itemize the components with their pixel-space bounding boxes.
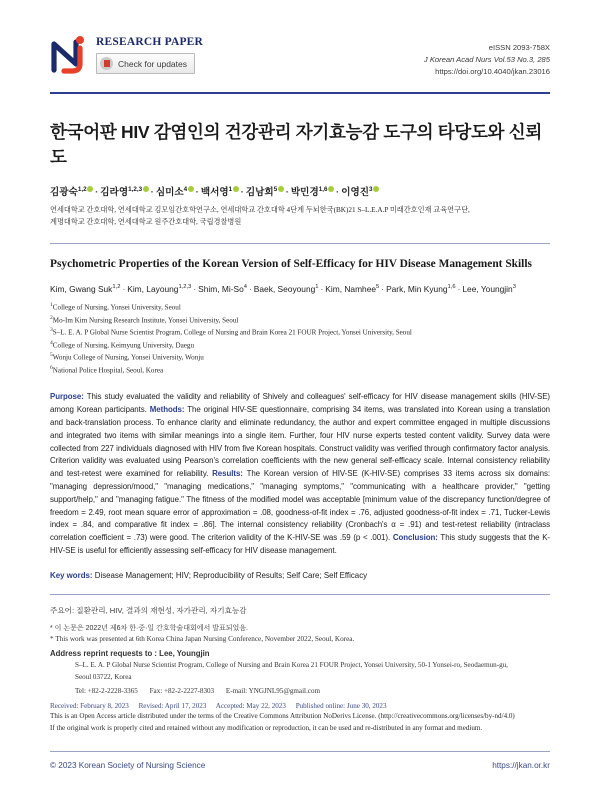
- check-for-updates-button[interactable]: [96, 53, 195, 74]
- accepted-date: Accepted: May 22, 2023: [215, 702, 286, 711]
- orcid-icon: [188, 186, 194, 192]
- abstract-footer-divider: [50, 594, 550, 595]
- published-date: Published online: June 30, 2023: [295, 702, 387, 711]
- korean-keywords: 주요어: 질환관리, HIV, 결과의 재현성, 자가관리, 자기효능감: [50, 605, 247, 615]
- english-affiliation-item: $^4$College of Nursing, Keimyung University, Daegu: [50, 339, 194, 350]
- revised-date: Revised: April 17, 2023: [138, 702, 207, 711]
- orcid-icon: [233, 186, 239, 192]
- abstract-results-label: Results:: [212, 469, 243, 479]
- abstract-methods-text: The original HIV-SE questionnaire, comprising 34 items, was translated into Korean using a translation and back-translation process. To enhance clarity and eliminate redundancy, the author and expert committee engaged in multiple discussions and integrated two items with similar meanings into a single item. Further, four HIV nurse experts tested content validity. Survey data were collected from 227 individuals diagnosed with HIV from five Korean hospitals. Construct validity was verified through confirmatory factor analysis. Criterion validity was evaluated using Pearson's correlation coefficients with the new general self-efficacy scale. Internal consistency reliability and test-retest were examined for reliability.: [50, 405, 550, 479]
- english-affiliation-item: $^5$Wonju College of Nursing, Yonsei University, Wonju: [50, 352, 204, 362]
- korean-author: 김광숙$^{1,2}$: [50, 187, 93, 198]
- reprint-address-line: S–L. E. A. P Global Nurse Scientist Program, College of Nursing and Brain Korea 21 FOUR Project, Yonsei University, 50-1 Yonsei-ro, Seodaemun-gu,: [75, 661, 508, 670]
- korean-affiliation-line: 계명대학교 간호대학, 연세대학교 원주간호대학, 국립경찰병원: [50, 217, 242, 226]
- eissn-text: eISSN 2093-758X: [488, 43, 550, 52]
- korean-affiliations: [50, 205, 550, 229]
- english-author: Kim, Layoung$^{1,2,3}$: [127, 284, 192, 295]
- received-date: Received: February 8, 2023: [50, 702, 129, 711]
- license-line: If the original work is properly cited and retained without any modification or reproduction, it can be used and re-distributed in any format and medium.: [50, 723, 483, 732]
- abstract-body: [50, 391, 550, 557]
- korean-author: 이영진$^3$: [341, 187, 379, 198]
- english-affiliation-item: $^6$National Police Hospital, Seoul, Korea: [50, 364, 164, 375]
- orcid-icon: [278, 186, 284, 192]
- jkan-logo-icon: [50, 34, 90, 76]
- masthead: [50, 0, 550, 86]
- abstract-conclusion-label: Conclusion:: [392, 533, 438, 543]
- reprint-request-heading: Address reprint requests to : Lee, Youngjin: [50, 649, 210, 659]
- english-author: Kim, Namhee$^5$: [325, 284, 380, 295]
- orcid-icon: [87, 186, 93, 192]
- brand-text-block: [96, 34, 203, 74]
- copyright-text: © 2023 Korean Society of Nursing Science: [50, 761, 206, 770]
- conference-note-english: * This work was presented at 6th Korea China Japan Nursing Conference, November 2022, Seoul, Korea.: [50, 634, 355, 643]
- email-text[interactable]: E-mail: YNGJNL95@gmail.com: [225, 687, 321, 696]
- colophon: [50, 761, 550, 770]
- orcid-icon: [328, 186, 334, 192]
- keywords-section: [50, 571, 550, 580]
- korean-author-list: 김광숙$^{1,2}$ · 김라영$^{1,2,3}$ · 심미소$^4$ · 백서영$^1$ · 김남희$^5$ · 박민경$^{1,6}$ · 이영진$^3$: [50, 184, 550, 198]
- abstract-results-text: The Korean version of HIV-SE (K-HIV-SE) comprises 33 items across six domains: "managing depression/mood," "managing medications," "managing symptoms," "communicating with a healthcare provider," "getting support/help," and "managing fatigue." The fitness of the modified model was acceptable [minimum value of the discrepancy function/degree of freedom = 2.49, root mean square error of approximation = .08, goodness-of-fit index = .76, adjusted goodness-of-fit index = .71, Tucker-Lewis index = .84, and comparative fit index = .86]. The internal consistency reliability (Cronbach's α = .91) and test-retest reliability (intraclass correlation coefficient = .73) were good. The criterion validity of the K-HIV-SE was .59 (p < .001).: [50, 469, 550, 543]
- title-section-divider: [50, 243, 550, 244]
- keywords-text: Disease Management; HIV; Reproducibility of Results; Self Care; Self Efficacy: [92, 570, 368, 580]
- orcid-icon: [143, 186, 149, 192]
- abstract-conclusion-text: This study suggests that the K-HIV-SE is useful for efficiently assessing self-efficacy for HIV disease management.: [50, 533, 551, 555]
- license-text: [50, 711, 550, 734]
- colophon-divider: [50, 751, 550, 752]
- korean-title: 한국어판 HIV 감염인의 건강관리 자기효능감 도구의 타당도와 신뢰도: [50, 122, 542, 167]
- reprint-address: [75, 660, 550, 683]
- conference-note-korean: * 이 논문은 2022년 제6차 한·중·일 간호학술대회에서 발표되었음.: [50, 624, 248, 632]
- fax-text: Fax: +82-2-2227-8303: [149, 687, 215, 696]
- publication-dates: [50, 702, 550, 710]
- english-affiliations: [50, 301, 550, 376]
- english-author: Baek, Seoyoung$^1$: [253, 284, 319, 295]
- english-affiliation-item: $^2$Mo-Im Kim Nursing Research Institute, Yonsei University, Seoul: [50, 314, 239, 325]
- abstract-methods-label: Methods:: [149, 405, 185, 415]
- korean-author: 김남희$^5$: [246, 187, 284, 198]
- masthead-divider: [50, 92, 550, 94]
- english-author: Park, Min Kyung$^{1,6}$: [386, 284, 456, 295]
- english-title: Psychometric Properties of the Korean Version of Self-Efficacy for HIV Disease Management Skills: [50, 257, 532, 270]
- korean-author: 김라영$^{1,2,3}$: [100, 187, 148, 198]
- license-line: This is an Open Access article distributed under the terms of the Creative Commons Attribution NoDerivs License. (http://creativecommons.org/licenses/by-nd/4.0): [50, 712, 515, 721]
- journal-citation-text: J Korean Acad Nurs Vol.53 No.3, 285: [423, 54, 550, 64]
- reprint-address-line: Seoul 03722, Korea: [75, 672, 132, 681]
- abstract-purpose-text: This study evaluated the validity and reliability of Shively and colleagues' self-efficacy for HIV disease management skills (HIV-SE) among Korean participants.: [50, 392, 550, 415]
- korean-affiliation-line: 연세대학교 간호대학, 연세대학교 김모임간호학연구소, 연세대학교 간호대학 4단계 두뇌한국(BK)21 S–L.E.A.P 미래간호인재 교육연구단,: [50, 206, 470, 214]
- korean-author: 심미소$^4$: [156, 187, 194, 198]
- research-paper-label: RESEARCH PAPER: [96, 36, 204, 48]
- english-affiliation-item: $^3$S–L. E. A. P Global Nurse Scientist Program, College of Nursing and Brain Korea 21 FOUR Project, Yonsei University, Seoul: [50, 327, 412, 337]
- korean-author: 박민경$^{1,6}$: [291, 187, 334, 198]
- orcid-icon: [373, 186, 379, 192]
- check-for-updates-label: Check for updates: [118, 58, 187, 69]
- abstract-purpose-label: Purpose:: [50, 392, 84, 402]
- korean-author: 백서영$^1$: [201, 187, 239, 198]
- english-affiliation-item: $^1$College of Nursing, Yonsei University, Seoul: [50, 302, 181, 312]
- journal-metadata: [424, 34, 550, 77]
- footer-notes: [50, 605, 550, 735]
- english-author: Shim, Mi-So$^4$: [198, 284, 247, 295]
- english-author: Lee, Youngjin$^3$: [462, 284, 516, 295]
- keywords-label: Key words:: [50, 570, 93, 580]
- english-author-list: Kim, Gwang Suk$^{1,2}$ · Kim, Layoung$^{1,2,3}$ · Shim, $Mi-So^4$ · Baek, Seoyoung$^1$ · Kim, Namhee$^5$ · Park, Min Kyung$^{1,6}$ · Lee, Youngjin$^3$: [50, 284, 516, 295]
- doi-link[interactable]: https://doi.org/10.4040/jkan.23016: [435, 66, 550, 76]
- contact-line: [75, 687, 550, 695]
- tel-text: Tel: +82-2-2228-3365: [75, 687, 138, 696]
- english-author: Kim, Gwang Suk$^{1,2}$: [50, 284, 121, 295]
- journal-website-link[interactable]: https://jkan.or.kr: [492, 761, 550, 770]
- crossmark-icon: [100, 57, 113, 70]
- journal-brand: [50, 34, 203, 76]
